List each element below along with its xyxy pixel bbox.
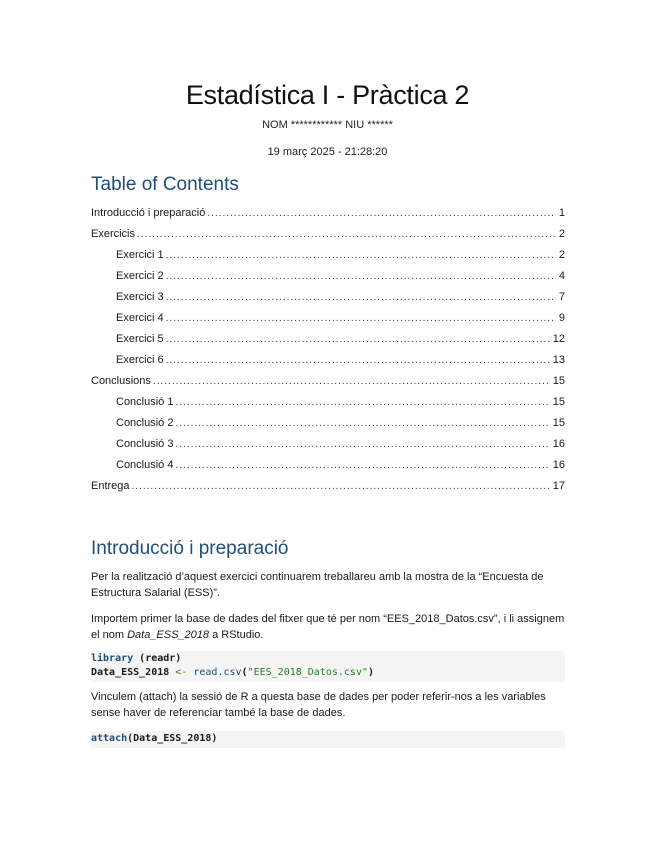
toc-entry[interactable] (91, 326, 565, 347)
toc-entry-label: Conclusions (91, 375, 151, 387)
toc-entry-label: Conclusió 4 (116, 459, 174, 471)
toc-entry-label: Exercici 2 (116, 270, 164, 282)
toc-entry[interactable] (91, 389, 565, 410)
toc-dot-leader (175, 437, 549, 452)
toc-entry-page: 15 (552, 375, 565, 387)
toc-entry[interactable] (91, 221, 565, 242)
code-assign-operator: <- (169, 667, 194, 678)
code-argument: (Data_ESS_2018) (127, 733, 218, 744)
intro-paragraph-3: Vinculem (attach) la sessió de R a questa base de dades per poder referir-nos a les variables sense haver de referenciar també la base de dades. (91, 691, 546, 719)
p2-text-b: a RStudio. (209, 629, 264, 641)
toc-dot-leader (166, 311, 556, 326)
toc-entry-label: Exercici 4 (116, 312, 164, 324)
code-block-attach (91, 731, 565, 748)
toc-entry-label: Introducció i preparació (91, 207, 206, 219)
toc-entry-page: 7 (558, 291, 565, 303)
code-function: library (91, 653, 134, 664)
toc-entry-page: 12 (552, 333, 565, 345)
toc-dot-leader (166, 290, 556, 305)
p2-dataset-name: Data_ESS_2018 (127, 629, 210, 641)
toc-entry[interactable] (91, 284, 565, 305)
toc-entry[interactable] (91, 263, 565, 284)
code-argument: (readr) (133, 653, 182, 664)
toc-entry-page: 15 (552, 417, 565, 429)
document-title: Estadística I - Pràctica 2 (185, 80, 470, 110)
code-function: read.csv (193, 667, 242, 678)
intro-paragraph-1: Per la realització d’aquest exercici continuarem treballareu amb la mostra de la “Encuesta de Estructura Salarial (ESS)”. (91, 571, 544, 599)
p2-text-a: Importem primer la base de dades del fitxer que té per nom “EES_2018_Datos.csv”, i li assignem el nom (91, 613, 565, 641)
code-paren: ( (241, 667, 248, 678)
toc-entry-label: Conclusió 1 (116, 396, 174, 408)
toc-entry-page: 15 (552, 396, 565, 408)
toc-entry-page: 2 (558, 249, 565, 261)
toc-entry-label: Exercici 5 (116, 333, 164, 345)
toc-entry[interactable] (91, 452, 565, 473)
toc-dot-leader (132, 479, 550, 494)
toc-entry[interactable] (91, 347, 565, 368)
toc-entry[interactable] (91, 305, 565, 326)
toc-entry[interactable] (91, 200, 565, 221)
toc-entry-page: 16 (552, 459, 565, 471)
code-paren: ) (368, 667, 375, 678)
toc-entry-label: Exercicis (91, 228, 136, 240)
code-line-2 (91, 666, 565, 680)
toc-dot-leader (166, 353, 550, 368)
toc-dot-leader (175, 395, 549, 410)
toc-dot-leader (137, 227, 556, 242)
toc-entry-label: Exercici 6 (116, 354, 164, 366)
toc-dot-leader (166, 269, 556, 284)
author-line: NOM ************ NIU ****** (262, 119, 393, 131)
toc-entry-page: 1 (558, 207, 565, 219)
toc-dot-leader (175, 416, 549, 431)
toc-entry-page: 16 (552, 438, 565, 450)
toc-entry-label: Conclusió 3 (116, 438, 174, 450)
code-line-1 (91, 652, 565, 666)
toc-entry[interactable] (91, 368, 565, 389)
toc-entry-page: 9 (558, 312, 565, 324)
intro-heading: Introducció i preparació (91, 538, 289, 559)
toc-entry[interactable] (91, 431, 565, 452)
toc-entry-page: 4 (558, 270, 565, 282)
code-variable: Data_ESS_2018 (91, 667, 170, 678)
intro-paragraph-2 (91, 611, 565, 643)
toc-entry-label: Entrega (91, 480, 130, 492)
code-function: attach (91, 733, 128, 744)
code-block-read-data (91, 651, 565, 682)
toc-entry-label: Exercici 1 (116, 249, 164, 261)
toc-entry[interactable] (91, 242, 565, 263)
toc-entry[interactable] (91, 410, 565, 431)
toc-entry-page: 2 (558, 228, 565, 240)
toc-dot-leader (166, 332, 550, 347)
toc-entry-page: 13 (552, 354, 565, 366)
code-string: "EES_2018_Datos.csv" (247, 667, 368, 678)
toc-entry-label: Exercici 3 (116, 291, 164, 303)
toc-entry-label: Conclusió 2 (116, 417, 174, 429)
toc-dot-leader (175, 458, 549, 473)
toc-entry-page: 17 (552, 480, 565, 492)
toc-dot-leader (166, 248, 556, 263)
toc-entry[interactable] (91, 473, 565, 494)
toc-heading: Table of Contents (91, 174, 239, 195)
date-line: 19 març 2025 - 21:28:20 (267, 146, 388, 158)
table-of-contents (91, 200, 565, 494)
toc-dot-leader (153, 374, 550, 389)
code-line-attach (91, 732, 565, 746)
toc-dot-leader (207, 206, 556, 221)
